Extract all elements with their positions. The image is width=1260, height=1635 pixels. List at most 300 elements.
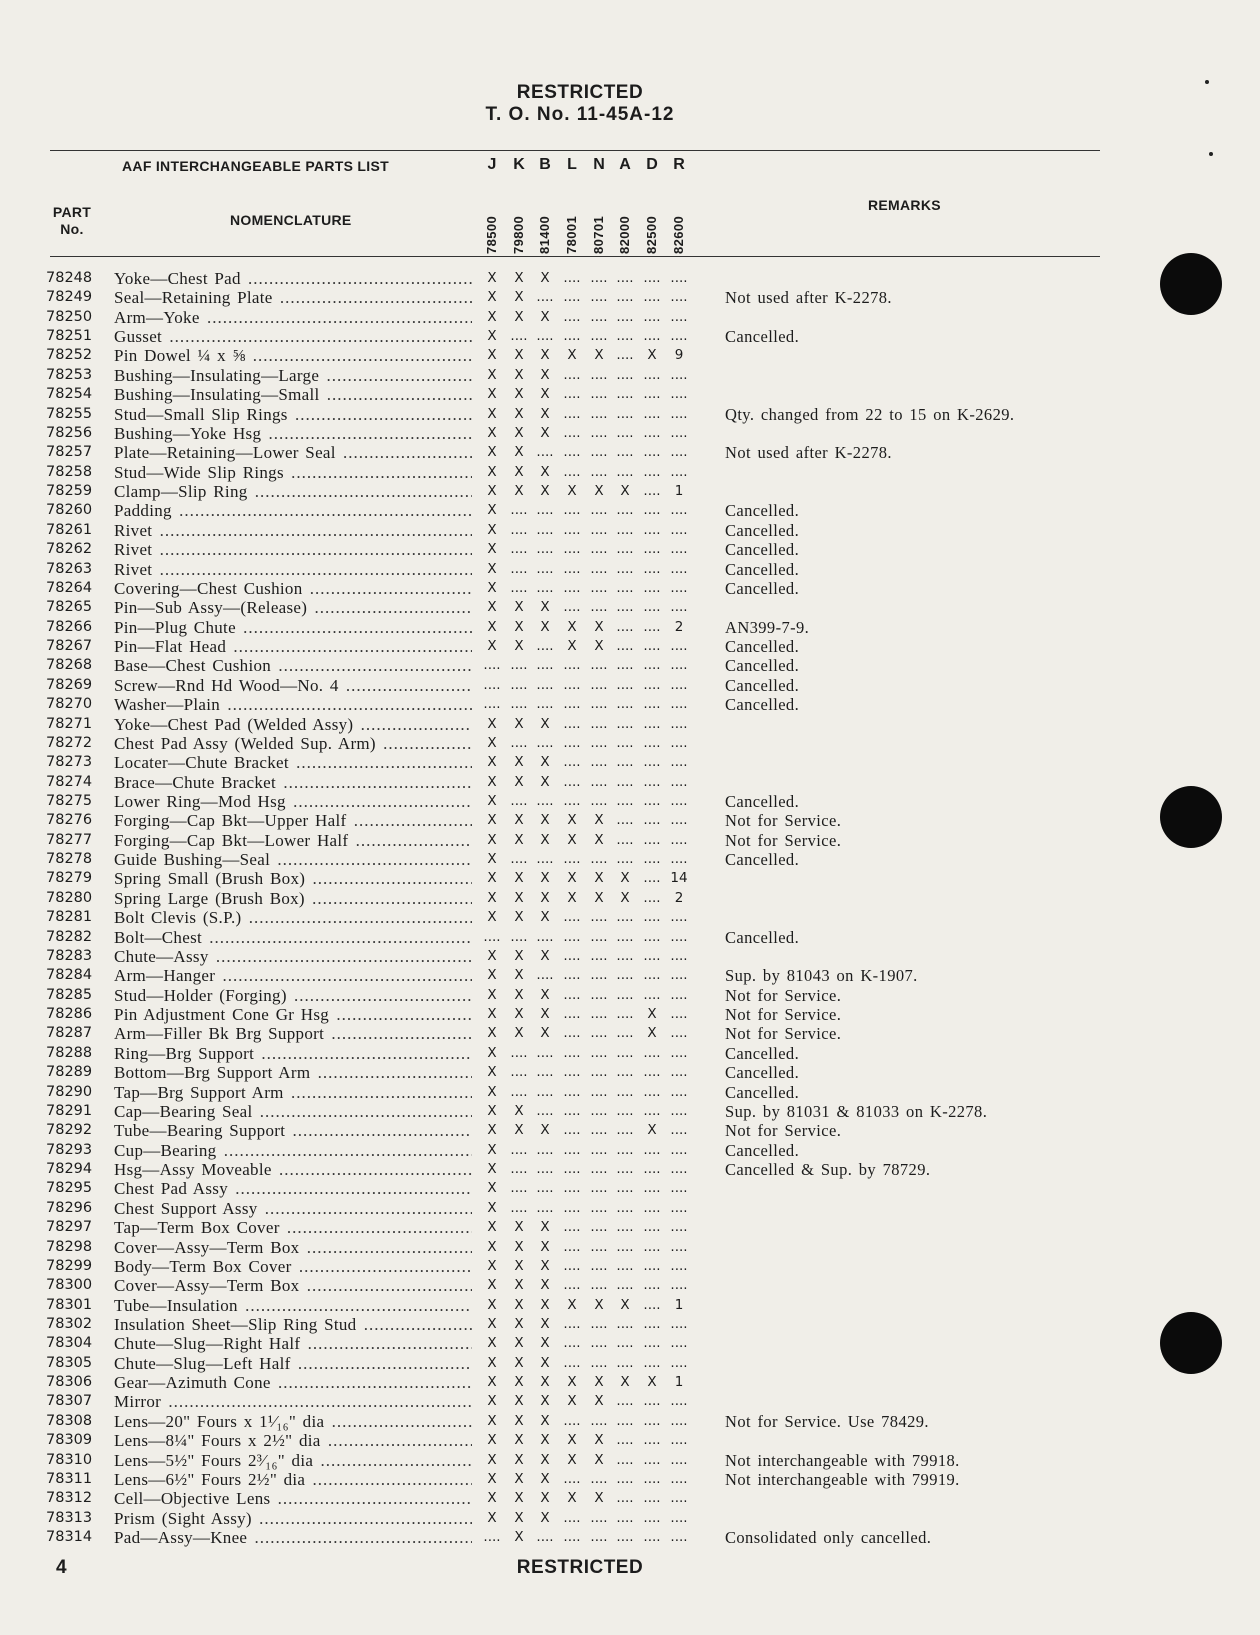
table-row <box>0 1005 1260 1024</box>
model-cell: .... <box>563 1412 581 1429</box>
model-cell: .... <box>563 308 581 325</box>
model-cell: X <box>540 1374 550 1391</box>
model-cell: X <box>540 1432 550 1449</box>
model-cell: .... <box>670 831 688 848</box>
model-cell: .... <box>643 1102 661 1119</box>
table-row <box>0 695 1260 714</box>
model-cell: .... <box>563 1315 581 1332</box>
binder-hole-bottom <box>1160 1312 1222 1374</box>
model-cell: X <box>487 1432 497 1449</box>
model-cell: X <box>487 870 497 887</box>
model-cell: .... <box>616 1180 634 1197</box>
binder-hole-middle <box>1160 786 1222 848</box>
remark: Not used after K-2278. <box>725 288 892 308</box>
part-number: 78285 <box>46 986 93 1003</box>
model-cell: X <box>514 812 524 829</box>
model-cell: X <box>540 1219 550 1236</box>
model-cell: X <box>540 1335 550 1352</box>
model-cell: .... <box>670 1025 688 1042</box>
model-cell: .... <box>670 1277 688 1294</box>
part-number: 78313 <box>46 1509 93 1526</box>
model-cell: X <box>514 831 524 848</box>
model-cell: X <box>487 1044 497 1061</box>
model-cell: .... <box>670 1199 688 1216</box>
model-cell: .... <box>536 638 554 655</box>
model-cell: .... <box>483 696 501 713</box>
nomenclature: Hsg—Assy Moveable ..... <box>114 1160 472 1179</box>
model-cell: .... <box>590 579 608 596</box>
table-row <box>0 656 1260 675</box>
model-cell: X <box>514 754 524 771</box>
nomenclature: Guide Bushing—Seal ..... <box>114 850 472 869</box>
model-cell: .... <box>536 1141 554 1158</box>
nomenclature: Bushing—Insulating—Small ..... <box>114 385 472 404</box>
model-cell: .... <box>616 347 634 364</box>
model-cell: .... <box>563 986 581 1003</box>
remark: Cancelled. <box>725 1043 800 1063</box>
table-row <box>0 1199 1260 1218</box>
model-cell: .... <box>670 521 688 538</box>
model-cell: .... <box>590 986 608 1003</box>
model-cell: .... <box>563 541 581 558</box>
remark: Cancelled. <box>725 559 800 579</box>
model-cell: X <box>487 1393 497 1410</box>
table-row <box>0 773 1260 792</box>
model-cell: .... <box>616 1354 634 1371</box>
model-cell: .... <box>590 1141 608 1158</box>
model-cell: .... <box>616 521 634 538</box>
table-row <box>0 424 1260 443</box>
model-cell: X <box>540 1296 550 1313</box>
model-cell: .... <box>590 328 608 345</box>
model-cell: X <box>594 812 604 829</box>
model-cell: X <box>514 1509 524 1526</box>
model-cell: X <box>487 1277 497 1294</box>
table-row <box>0 966 1260 985</box>
table-row <box>0 1431 1260 1450</box>
part-number: 78289 <box>46 1064 93 1081</box>
part-number: 78284 <box>46 967 93 984</box>
part-number: 78275 <box>46 792 93 809</box>
model-cell: 1 <box>674 1374 684 1391</box>
model-cell: X <box>487 1490 497 1507</box>
part-number: 78309 <box>46 1432 93 1449</box>
model-cell: .... <box>563 366 581 383</box>
model-cell: .... <box>590 1064 608 1081</box>
model-cell: .... <box>563 657 581 674</box>
model-cell: .... <box>643 812 661 829</box>
model-cell: .... <box>643 1470 661 1487</box>
model-cell: X <box>514 444 524 461</box>
model-cell: .... <box>616 812 634 829</box>
model-cell: .... <box>563 773 581 790</box>
model-cell: X <box>514 1238 524 1255</box>
model-cell: .... <box>616 792 634 809</box>
nomenclature: Pad—Assy—Knee ..... <box>114 1528 472 1547</box>
table-row <box>0 986 1260 1005</box>
table-row <box>0 1044 1260 1063</box>
part-number: 78248 <box>46 270 93 286</box>
part-no-header-line2: No. <box>60 221 84 237</box>
model-cell: 2 <box>674 618 684 635</box>
model-cell: .... <box>643 560 661 577</box>
model-cell: .... <box>590 1470 608 1487</box>
model-cell: .... <box>510 521 528 538</box>
remark: Not for Service. <box>725 830 842 850</box>
model-cell: X <box>540 1315 550 1332</box>
model-cell: .... <box>670 967 688 984</box>
remark: Not interchangeable with 79918. <box>725 1450 960 1470</box>
model-cell: X <box>487 444 497 461</box>
model-cell: .... <box>536 289 554 306</box>
model-cell: .... <box>670 1083 688 1100</box>
model-cell: .... <box>643 754 661 771</box>
model-cell: .... <box>563 1064 581 1081</box>
table-row <box>0 288 1260 307</box>
nomenclature: Cap—Bearing Seal ..... <box>114 1102 472 1121</box>
model-cell: X <box>567 1451 577 1468</box>
remark: Cancelled. <box>725 927 800 947</box>
model-cell: .... <box>670 909 688 926</box>
model-cell: X <box>540 270 550 286</box>
remark: Not interchangeable with 79919. <box>725 1469 960 1489</box>
model-cell: .... <box>670 1006 688 1023</box>
model-cell: .... <box>670 1219 688 1236</box>
model-cell: .... <box>643 1199 661 1216</box>
model-cell: .... <box>643 1432 661 1449</box>
model-cell: .... <box>616 463 634 480</box>
model-cell: .... <box>643 1257 661 1274</box>
model-cell: .... <box>616 676 634 693</box>
model-cell: X <box>540 386 550 403</box>
model-cell: X <box>567 618 577 635</box>
model-cell: .... <box>616 928 634 945</box>
part-number: 78288 <box>46 1044 93 1061</box>
model-cell: .... <box>616 754 634 771</box>
nomenclature: Chest Pad Assy (Welded Sup. Arm) ..... <box>114 734 472 753</box>
model-cell: .... <box>643 1044 661 1061</box>
model-cell: .... <box>536 328 554 345</box>
nomenclature: Body—Term Box Cover ..... <box>114 1257 472 1276</box>
column-letter: A <box>619 156 631 173</box>
model-cell: .... <box>616 1393 634 1410</box>
remark: Cancelled. <box>725 695 800 715</box>
model-cell: .... <box>563 1238 581 1255</box>
model-cell: X <box>567 831 577 848</box>
nomenclature: Cup—Bearing ..... <box>114 1141 472 1160</box>
model-cell: .... <box>670 851 688 868</box>
model-cell: .... <box>590 386 608 403</box>
model-cell: .... <box>643 831 661 848</box>
part-number: 78273 <box>46 754 93 771</box>
model-cell: .... <box>510 1044 528 1061</box>
remark: AN399-7-9. <box>725 617 810 637</box>
table-row <box>0 1102 1260 1121</box>
model-cell: .... <box>590 289 608 306</box>
table-row <box>0 579 1260 598</box>
part-number: 78270 <box>46 696 93 713</box>
classification-top: RESTRICTED <box>516 82 644 103</box>
model-cell: .... <box>510 560 528 577</box>
model-cell: .... <box>643 1238 661 1255</box>
model-cell: .... <box>510 1141 528 1158</box>
model-cell: .... <box>510 696 528 713</box>
model-cell: .... <box>616 366 634 383</box>
model-cell: .... <box>670 1490 688 1507</box>
top-rule <box>50 150 1100 151</box>
model-cell: .... <box>563 1083 581 1100</box>
model-cell: .... <box>616 328 634 345</box>
model-cell: .... <box>616 1315 634 1332</box>
part-number: 78262 <box>46 541 93 558</box>
model-cell: X <box>487 483 497 500</box>
part-number: 78283 <box>46 947 93 964</box>
model-cell: .... <box>590 1238 608 1255</box>
nomenclature: Locater—Chute Bracket ..... <box>114 753 472 772</box>
model-cell: X <box>514 1122 524 1139</box>
table-row <box>0 560 1260 579</box>
model-cell: .... <box>643 1083 661 1100</box>
part-number: 78276 <box>46 812 93 829</box>
table-row <box>0 947 1260 966</box>
model-cell: X <box>514 347 524 364</box>
model-cell: X <box>514 405 524 422</box>
model-cell: X <box>514 1354 524 1371</box>
model-cell: X <box>594 889 604 906</box>
table-row <box>0 482 1260 501</box>
classification-bottom: RESTRICTED <box>516 1557 644 1578</box>
model-cell: .... <box>510 1199 528 1216</box>
model-cell: X <box>540 347 550 364</box>
model-cell: X <box>487 1335 497 1352</box>
nomenclature: Pin—Plug Chute ..... <box>114 618 472 637</box>
model-cell: X <box>514 1335 524 1352</box>
model-cell: .... <box>643 366 661 383</box>
model-cell: .... <box>616 715 634 732</box>
table-row <box>0 1179 1260 1198</box>
remark: Cancelled. <box>725 850 800 870</box>
model-cell: .... <box>643 270 661 286</box>
model-cell: .... <box>643 521 661 538</box>
nomenclature: Cover—Assy—Term Box ..... <box>114 1276 472 1295</box>
model-cell: .... <box>643 289 661 306</box>
model-cell: .... <box>670 1180 688 1197</box>
model-cell: X <box>514 889 524 906</box>
model-cell: .... <box>670 812 688 829</box>
model-cell: .... <box>590 928 608 945</box>
table-row <box>0 1141 1260 1160</box>
model-cell: X <box>514 1296 524 1313</box>
nomenclature: Rivet ..... <box>114 521 472 540</box>
model-cell: .... <box>563 1335 581 1352</box>
model-cell: X <box>540 870 550 887</box>
model-cell: X <box>487 1025 497 1042</box>
model-cell: .... <box>643 870 661 887</box>
nomenclature: Bottom—Brg Support Arm ..... <box>114 1063 472 1082</box>
table-row <box>0 850 1260 869</box>
nomenclature: Insulation Sheet—Slip Ring Stud ..... <box>114 1315 472 1334</box>
model-cell: .... <box>670 1315 688 1332</box>
part-number: 78261 <box>46 521 93 538</box>
model-cell: .... <box>536 676 554 693</box>
model-cell: .... <box>616 1122 634 1139</box>
model-cell: .... <box>563 947 581 964</box>
model-cell: 1 <box>674 1296 684 1313</box>
table-row <box>0 1509 1260 1528</box>
model-cell: .... <box>563 1529 581 1546</box>
column-letter: R <box>673 156 685 173</box>
nomenclature: Tube—Insulation ..... <box>114 1296 472 1315</box>
part-number: 78310 <box>46 1451 93 1468</box>
model-cell: X <box>540 1238 550 1255</box>
part-number: 78260 <box>46 502 93 519</box>
table-row <box>0 869 1260 888</box>
model-cell: .... <box>643 773 661 790</box>
nomenclature: Pin Dowel ¼ x ⅝ ..... <box>114 346 472 365</box>
model-cell: X <box>487 792 497 809</box>
nomenclature: Tube—Bearing Support ..... <box>114 1121 472 1140</box>
model-cell: .... <box>590 792 608 809</box>
part-number: 78258 <box>46 463 93 480</box>
model-cell: .... <box>563 521 581 538</box>
part-number: 78287 <box>46 1025 93 1042</box>
model-cell: X <box>540 715 550 732</box>
part-number: 78255 <box>46 405 93 422</box>
model-cell: .... <box>510 734 528 751</box>
model-cell: .... <box>536 1180 554 1197</box>
model-cell: X <box>540 483 550 500</box>
model-cell: X <box>514 1102 524 1119</box>
model-cell: X <box>487 1122 497 1139</box>
model-cell: .... <box>616 1141 634 1158</box>
model-cell: .... <box>563 1161 581 1178</box>
model-cell: X <box>487 1006 497 1023</box>
model-cell: X <box>594 1296 604 1313</box>
model-cell: .... <box>670 1257 688 1274</box>
nomenclature: Bolt—Chest ..... <box>114 928 472 947</box>
table-row <box>0 1354 1260 1373</box>
nomenclature: Tap—Brg Support Arm ..... <box>114 1083 472 1102</box>
remarks-header: REMARKS <box>868 197 941 213</box>
table-row <box>0 1334 1260 1353</box>
model-cell: .... <box>563 405 581 422</box>
model-cell: .... <box>590 1161 608 1178</box>
model-cell: X <box>514 947 524 964</box>
column-model-number: 82000 <box>617 215 632 254</box>
remark: Cancelled. <box>725 1082 800 1102</box>
model-cell: .... <box>590 1102 608 1119</box>
table-row <box>0 1392 1260 1411</box>
part-number: 78305 <box>46 1354 93 1371</box>
model-cell: .... <box>643 715 661 732</box>
table-row <box>0 1063 1260 1082</box>
nomenclature: Stud—Holder (Forging) ..... <box>114 986 472 1005</box>
model-cell: X <box>514 967 524 984</box>
model-cell: .... <box>670 1451 688 1468</box>
table-row <box>0 269 1260 288</box>
model-cell: .... <box>643 792 661 809</box>
model-cell: .... <box>616 657 634 674</box>
model-cell: X <box>540 308 550 325</box>
column-letter: B <box>539 156 551 173</box>
model-cell: X <box>514 1412 524 1429</box>
model-cell: X <box>594 1451 604 1468</box>
model-cell: X <box>487 1141 497 1158</box>
part-number: 78296 <box>46 1199 93 1216</box>
model-cell: X <box>487 1374 497 1391</box>
remark: Not used after K-2278. <box>725 443 892 463</box>
model-cell: .... <box>590 909 608 926</box>
model-cell: .... <box>643 1315 661 1332</box>
model-cell: .... <box>670 947 688 964</box>
part-number: 78298 <box>46 1238 93 1255</box>
model-cell: X <box>567 1393 577 1410</box>
model-cell: X <box>514 1315 524 1332</box>
model-cell: X <box>647 1006 657 1023</box>
nomenclature: Base—Chest Cushion ..... <box>114 656 472 675</box>
model-cell: X <box>514 1393 524 1410</box>
model-cell: 14 <box>670 870 688 887</box>
document-number: T. O. No. 11-45A-12 <box>485 104 675 125</box>
column-model-number: 78500 <box>484 215 499 254</box>
column-letter: K <box>513 156 525 173</box>
model-cell: X <box>487 851 497 868</box>
model-cell: X <box>514 1277 524 1294</box>
model-cell: .... <box>616 599 634 616</box>
model-cell: X <box>487 1083 497 1100</box>
model-cell: .... <box>563 424 581 441</box>
nomenclature: Cover—Assy—Term Box ..... <box>114 1238 472 1257</box>
model-cell: X <box>487 1315 497 1332</box>
model-cell: .... <box>590 1025 608 1042</box>
model-cell: .... <box>643 1335 661 1352</box>
model-cell: .... <box>643 328 661 345</box>
model-cell: .... <box>536 1102 554 1119</box>
model-cell: .... <box>616 986 634 1003</box>
model-cell: X <box>567 1296 577 1313</box>
nomenclature: Washer—Plain ..... <box>114 695 472 714</box>
model-cell: X <box>540 1277 550 1294</box>
model-cell: .... <box>643 676 661 693</box>
model-cell: .... <box>616 1451 634 1468</box>
model-cell: X <box>487 773 497 790</box>
nomenclature: Stud—Wide Slip Rings ..... <box>114 463 472 482</box>
column-letter: D <box>646 156 658 173</box>
remark: Qty. changed from 22 to 15 on K-2629. <box>725 404 1015 424</box>
model-cell: X <box>487 715 497 732</box>
model-cell: .... <box>616 1412 634 1429</box>
model-cell: .... <box>590 754 608 771</box>
model-cell: X <box>487 1470 497 1487</box>
model-cell: X <box>487 734 497 751</box>
model-cell: .... <box>670 1141 688 1158</box>
model-cell: X <box>567 347 577 364</box>
part-number: 78306 <box>46 1374 93 1391</box>
remark: Cancelled. <box>725 675 800 695</box>
table-row <box>0 463 1260 482</box>
model-cell: .... <box>616 638 634 655</box>
model-cell: X <box>514 483 524 500</box>
model-cell: .... <box>563 502 581 519</box>
model-cell: .... <box>616 502 634 519</box>
model-cell: .... <box>616 289 634 306</box>
part-number: 78281 <box>46 909 93 926</box>
model-cell: X <box>487 502 497 519</box>
model-cell: .... <box>590 521 608 538</box>
model-cell: .... <box>670 1354 688 1371</box>
model-cell: .... <box>616 851 634 868</box>
model-cell: .... <box>616 424 634 441</box>
